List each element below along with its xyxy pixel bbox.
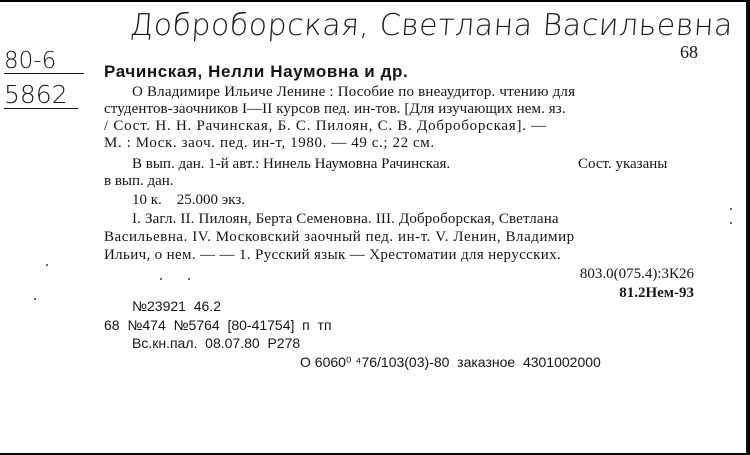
speck bbox=[46, 264, 48, 266]
order-code-line: О 6060⁰ ⁴76/103(03)-80 заказное 4301002000 bbox=[300, 354, 601, 370]
description-line: / Сост. Н. Н. Рачинская, Б. С. Пилоян, С. В. Доброборская]. — bbox=[104, 118, 547, 134]
description-line: О Владимире Ильиче Ленине : Пособие по внеаудитор. чтению для bbox=[132, 84, 576, 100]
speck bbox=[730, 208, 732, 210]
udc-code: 803.0(075.4):3К26 bbox=[579, 266, 694, 282]
speck bbox=[188, 278, 190, 280]
corner-number: 68 bbox=[680, 42, 698, 62]
note-first-author: В вып. дан. 1-й авт.: Нинель Наумовна Рачинская. bbox=[132, 156, 451, 172]
tracing-line: Васильевна. IV. Московский заочный пед. ин-т. V. Ленин, Владимир bbox=[104, 229, 575, 245]
book-chamber-numbers: 68 №474 №5764 [80-41754] п тп bbox=[104, 317, 332, 333]
card-heading: Рачинская, Нелли Наумовна и др. bbox=[104, 62, 409, 81]
tracing-line: I. Загл. II. Пилоян, Берта Семеновна. III. Доброборская, Светлана bbox=[132, 211, 559, 227]
tracing-line: Ильич, о нем. — — 1. Русский язык — Хрестоматии для нерусских. bbox=[104, 247, 562, 263]
book-chamber-date: Вс.кн.пал. 08.07.80 Р278 bbox=[132, 335, 301, 351]
handwritten-author-name: Доброборская, Светлана Васильевна bbox=[128, 8, 735, 43]
catalog-card bbox=[0, 2, 748, 453]
note-continuation: в вып. дан. bbox=[104, 173, 174, 189]
price-and-print-run: 10 к. 25.000 экз. bbox=[132, 192, 245, 208]
handwritten-inventory-number: 5862 bbox=[4, 82, 78, 109]
description-line: М. : Моск. заоч. пед. ин-т, 1980. — 49 с.; 22 см. bbox=[104, 135, 435, 151]
speck bbox=[730, 222, 732, 224]
registration-number: №23921 46.2 bbox=[132, 298, 221, 314]
bbk-code: 81.2Нем-93 bbox=[619, 285, 694, 301]
note-compilers: Сост. указаны bbox=[578, 156, 668, 172]
speck bbox=[34, 298, 36, 300]
handwritten-shelf-mark: 80-6 bbox=[4, 49, 84, 74]
speck bbox=[160, 278, 162, 280]
description-line: студентов-заочников I—II курсов пед. ин-тов. [Для изучающих нем. яз. bbox=[104, 101, 566, 117]
